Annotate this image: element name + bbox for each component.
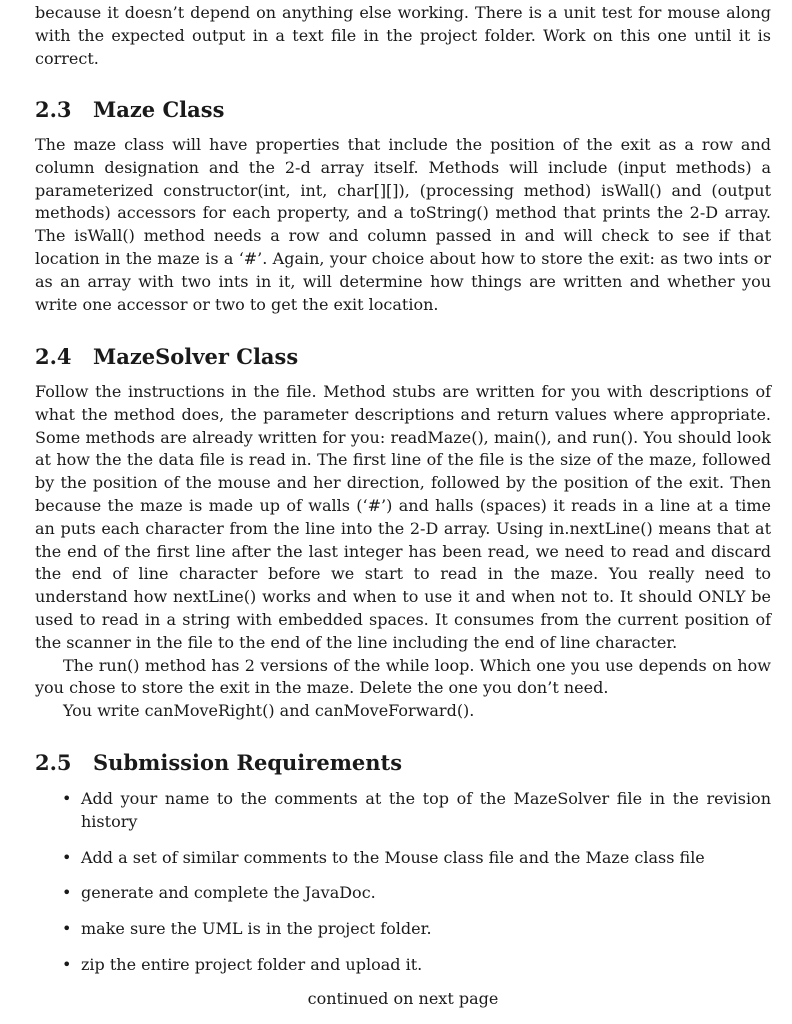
section-number: 2.5 [35,750,72,775]
mazesolver-paragraph: Follow the instructions in the file. Method stubs are written for you with descriptions of what the method does, the parameter descriptions and return values where appropriate. Some methods are already written for you: readMaze(), main(), and run(). You should look at how the the data file is read in. The first line of the file is the size of the maze, followed by the position of the mouse and her direction, followed by the position of the exit. Then because the maze is made up of walls (‘#’) and halls (spaces) it reads in a line at a time an puts each character from the line into the 2-D array. Using in.nextLine() means that at the end of the first line after the last integer has been read, we need to read and discard the end of line character before we start to read in the maze. You really need to understand how nextLine() works and when to use it and when not to. It should ONLY be used to read in a string with embedded spaces. It consumes from the current position of the scanner in the file to the end of the line including the end of line character. [35,382,771,652]
list-item: • generate and complete the JavaDoc. [62,883,376,903]
mazesolver-paragraph: The run() method has 2 versions of the while loop. Which one you use depends on how you chose to store the exit in the maze. Delete the one you don’t need. [35,655,771,698]
list-item: • zip the entire project folder and upload it. [62,954,423,974]
list-item: • make sure the UML is in the project folder. [62,919,432,939]
section-heading-maze [35,97,224,123]
section-number: 2.3 [35,97,72,122]
maze-paragraph: The maze class will have properties that include the position of the exit as a row and column designation and the 2-d array itself. Methods will include (input methods) a parameterized constructor(int, int, char[][]), (processing method) isWall() and (output methods) accessors for each property, and a toString() method that prints the 2-D array. The isWall() method needs a row and column passed in and will check to see if that location in the maze is a ‘#’. Again, your choice about how to store the exit: as two ints or as an array with two ints in it, will determine how things are written and whether you write one accessor or two to get the exit location. [35,135,771,314]
list-item: • Add a set of similar comments to the Mouse class file and the Maze class file [62,847,705,867]
mazesolver-body [35,381,771,723]
section-number: 2.4 [35,344,72,369]
intro-paragraph: because it doesn’t depend on anything else working. There is a unit test for mouse along with the expected output in a text file in the project folder. Work on this one until it is correct. [35,3,771,68]
section-heading-mazesolver [35,344,298,370]
section-title: Submission Requirements [93,750,403,775]
list-item: • Add your name to the comments at the top of the MazeSolver file in the revision history [62,789,771,831]
continued-footer: continued on next page [307,989,499,1008]
section-title: Maze Class [93,97,225,122]
submission-list [35,788,771,977]
section-title: MazeSolver Class [93,344,299,369]
mazesolver-paragraph: You write canMoveRight() and canMoveForward(). [63,701,475,721]
section-heading-submission [35,750,402,776]
